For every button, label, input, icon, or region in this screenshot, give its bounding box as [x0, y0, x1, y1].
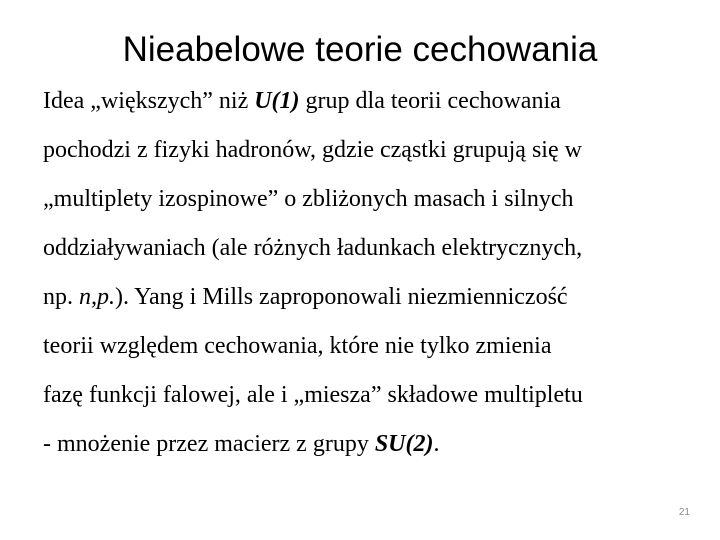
math-u1: U(1) — [254, 88, 300, 114]
text-segment: Idea „większych” niż — [43, 88, 255, 114]
particles-np: n,p. — [79, 284, 115, 310]
text-segment: grup dla teorii cechowania — [299, 88, 561, 114]
text-line-2: pochodzi z fizyki hadronów, gdzie cząstki grupują się w — [43, 137, 582, 163]
text-segment: . — [433, 431, 440, 457]
page-number: 21 — [678, 507, 690, 518]
math-su2: SU(2) — [374, 431, 434, 457]
text-line-5 — [43, 282, 568, 312]
text-line-4: oddziaływaniach (ale różnych ładunkach elektrycznych, — [43, 235, 583, 261]
slide-title: Nieabelowe teorie cechowania — [122, 30, 598, 69]
text-segment: np. — [43, 284, 79, 310]
text-segment: - mnożenie przez macierz z grupy — [43, 431, 375, 457]
text-line-6: teorii względem cechowania, które nie tylko zmienia — [43, 333, 552, 359]
text-line-3: „multiplety izospinowe” o zbliżonych masach i silnych — [43, 186, 574, 212]
text-line-7: fazę funkcji falowej, ale i „miesza” składowe multipletu — [43, 382, 583, 408]
text-line-1 — [43, 86, 561, 116]
text-line-8 — [43, 429, 440, 459]
text-segment: ). Yang i Mills zaproponowali niezmienniczość — [115, 284, 568, 310]
